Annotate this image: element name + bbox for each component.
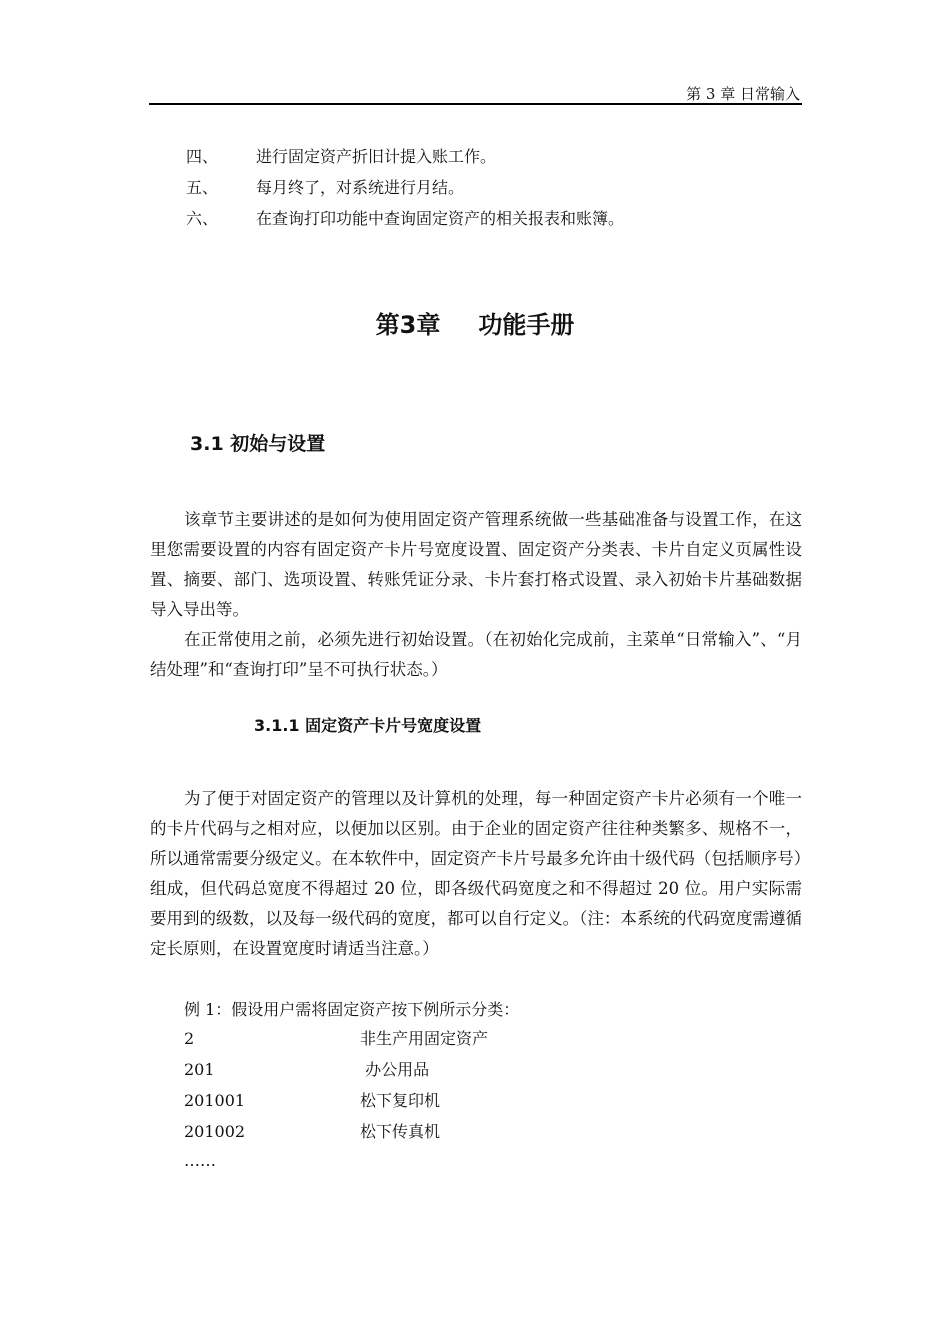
step-text: 在查询打印功能中查询固定资产的相关报表和账簿。: [256, 209, 625, 228]
chapter-label: 第3章: [375, 311, 441, 339]
example-row: [184, 1090, 784, 1112]
example-intro: 例 1：假设用户需将固定资产按下例所示分类：: [184, 1000, 520, 1019]
chapter-heading: [0, 308, 950, 342]
example-row: [184, 1121, 784, 1143]
body-paragraph: 为了便于对固定资产的管理以及计算机的处理，每一种固定资产卡片必须有一个唯一的卡片代码与之相对应，以便加以区别。由于企业的固定资产往往种类繁多、规格不一，所以通常需要分级定义。在本软件中，固定资产卡片号最多允许由十级代码（包括顺序号）组成，但代码总宽度不得超过 20 位，即各级代码宽度之和不得超过 20 位。用户实际需要用到的级数，以及每一级代码的宽度，都可以自行定义。（注：本系统的代码宽度需遵循定长原则，在设置宽度时请适当注意。）: [150, 789, 802, 958]
example-row: [184, 1028, 784, 1050]
example-code: 201001: [184, 1091, 246, 1110]
example-code: 201002: [184, 1122, 246, 1141]
running-header: 第 3 章 日常输入: [686, 85, 800, 103]
step-text: 每月终了，对系统进行月结。: [256, 178, 465, 197]
step-item: [186, 208, 624, 230]
step-text: 进行固定资产折旧计提入账工作。: [256, 147, 497, 166]
step-number: 四、: [186, 147, 219, 166]
example-name: 非生产用固定资产: [360, 1029, 489, 1048]
header-divider: [149, 103, 802, 105]
example-row: [184, 1059, 784, 1081]
body-paragraph: 该章节主要讲述的是如何为使用固定资产管理系统做一些基础准备与设置工作，在这里您需要设置的内容有固定资产卡片号宽度设置、固定资产分类表、卡片自定义页属性设置、摘要、部门、选项设置、转账凭证分录、卡片套打格式设置、录入初始卡片基础数据导入导出等。: [150, 510, 802, 619]
example-code: 201: [184, 1060, 215, 1079]
section-heading: 3.1 初始与设置: [190, 433, 326, 455]
step-item: [186, 146, 496, 168]
subsection-heading: 3.1.1 固定资产卡片号宽度设置: [254, 716, 482, 735]
step-number: 六、: [186, 209, 219, 228]
chapter-title: 功能手册: [478, 311, 575, 339]
step-item: [186, 177, 464, 199]
example-name: 松下传真机: [360, 1122, 441, 1141]
example-code: 2: [184, 1029, 195, 1048]
body-paragraph: 在正常使用之前，必须先进行初始设置。（在初始化完成前，主菜单“日常输入”、“月结处理”和“查询打印”呈不可执行状态。）: [150, 630, 802, 679]
example-name: 松下复印机: [360, 1091, 441, 1110]
example-name: 办公用品: [360, 1060, 430, 1079]
example-ellipsis: ……: [184, 1151, 216, 1170]
step-number: 五、: [186, 178, 219, 197]
